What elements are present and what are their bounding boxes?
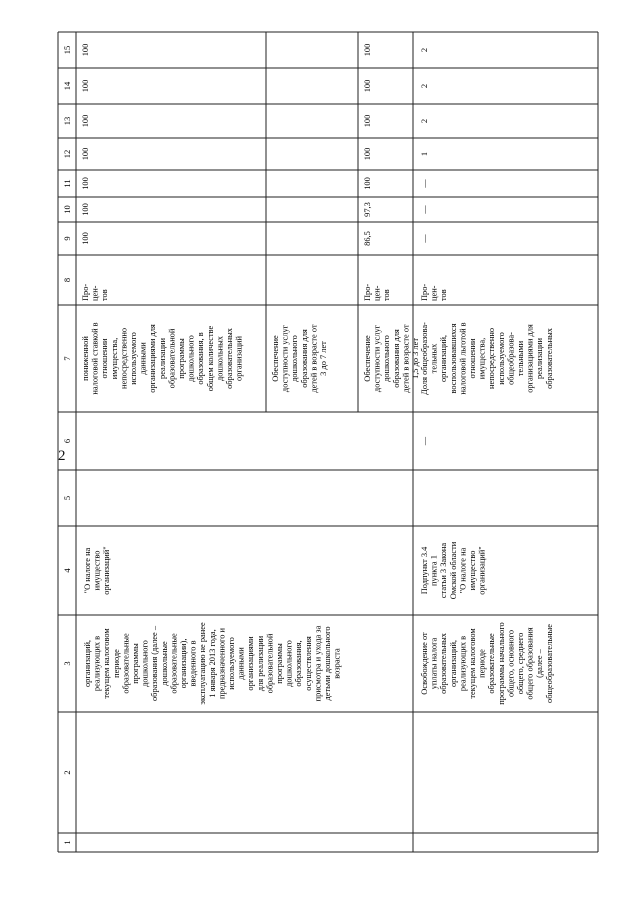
column-header: 10	[62, 205, 72, 214]
page-number: 2	[58, 448, 66, 464]
value-text: 100	[363, 147, 372, 161]
value-text: 100	[363, 43, 372, 57]
column-header: 9	[62, 236, 72, 241]
value-text: 100	[81, 232, 90, 245]
value-text: 86,5	[363, 231, 372, 246]
unit-text: Про-цен-тов	[363, 283, 392, 301]
cell-text: Освобождение отуплаты налогаобразовательныхорганизаций,реализующих втекущем налоговомпериодеобразовательныепрограммы начальногообщего, основногообщего, среднегообщего образования(далее –общеобразовательные	[420, 622, 554, 705]
value-text: 2	[420, 83, 429, 89]
value-text: 97,3	[363, 202, 372, 217]
value-text: 100	[81, 203, 90, 216]
column-header: 12	[62, 149, 72, 159]
column-header: 13	[62, 116, 72, 126]
column-header: 1	[62, 840, 72, 845]
indicator-text: Обеспечениедоступности услугдошкольногообразования длядетей в возрасте от3 до 7 лет	[271, 324, 328, 393]
value-text: 2	[420, 47, 429, 53]
column-header: 4	[62, 568, 72, 573]
value-text: —	[420, 234, 429, 243]
value-text: 100	[363, 114, 372, 128]
value-text: 100	[81, 177, 90, 190]
column-header: 15	[62, 45, 72, 55]
value-text: 100	[81, 114, 90, 128]
indicator-text: Доля общеобразова-тельныхорганизаций,воспользовавшихсяналоговой льготой вотношенииимущества,непосредственноиспользуемогообщеобразова-тельнымиорганизациями дляреализацииобразовательных	[420, 322, 554, 395]
cell-text: Подпункт 3.4пункта 1статьи 3 ЗаконаОмской области"О налоге наимуществоорганизаций"	[420, 541, 487, 600]
column-header: 6	[62, 438, 72, 444]
cell-text: организаций,реализующих втекущем налоговомпериодеобразовательныепрограммыдошкольногообразования (далее –дошкольныеобразовательныеорганизации),введенного вэксплуатацию не ранее1 января 2013 года,предназначенного ииспользуемогоданнымиорганизациямидля реализацииобразовательнойпрограммыдошкольногообразования,осуществленияприсмотра и ухода задетьми дошкольноговозраста	[83, 622, 342, 705]
value-text: 100	[363, 79, 372, 93]
column-header: 8	[62, 277, 72, 283]
value-text: —	[420, 179, 429, 188]
value-text: 2	[420, 118, 429, 124]
unit-text: Про-цен-тов	[81, 283, 110, 301]
value-text: 100	[81, 43, 90, 57]
column-header: 7	[62, 356, 72, 361]
cell-text: "О налоге наимуществоорганизаций"	[83, 546, 112, 595]
indicator-text: пониженнойналоговой ставкой вотношенииимущества,непосредственноиспользуемогоданнымиорганизациями дляреализацииобразовательнойпрограммыдошкольногообразования, вобщем количестведошкольныхобразовательныхорганизаций	[81, 322, 244, 395]
column-header: 2	[62, 770, 72, 775]
column-header: 11	[62, 179, 72, 188]
value-text: —	[420, 205, 429, 214]
indicator-text: Обеспечениедоступности услугдошкольногообразования длядетей в возрасте от1,5 до 3 лет	[363, 324, 420, 393]
value-text: 100	[81, 147, 90, 161]
column-header: 14	[62, 81, 72, 91]
column-header: 5	[62, 495, 72, 501]
value-text: 100	[363, 177, 372, 190]
value-text: 100	[81, 79, 90, 93]
unit-text: Про-цен-тов	[420, 283, 449, 301]
value-text: 1	[420, 151, 429, 157]
column-header: 3	[62, 661, 72, 666]
dash-text: —	[420, 436, 429, 446]
